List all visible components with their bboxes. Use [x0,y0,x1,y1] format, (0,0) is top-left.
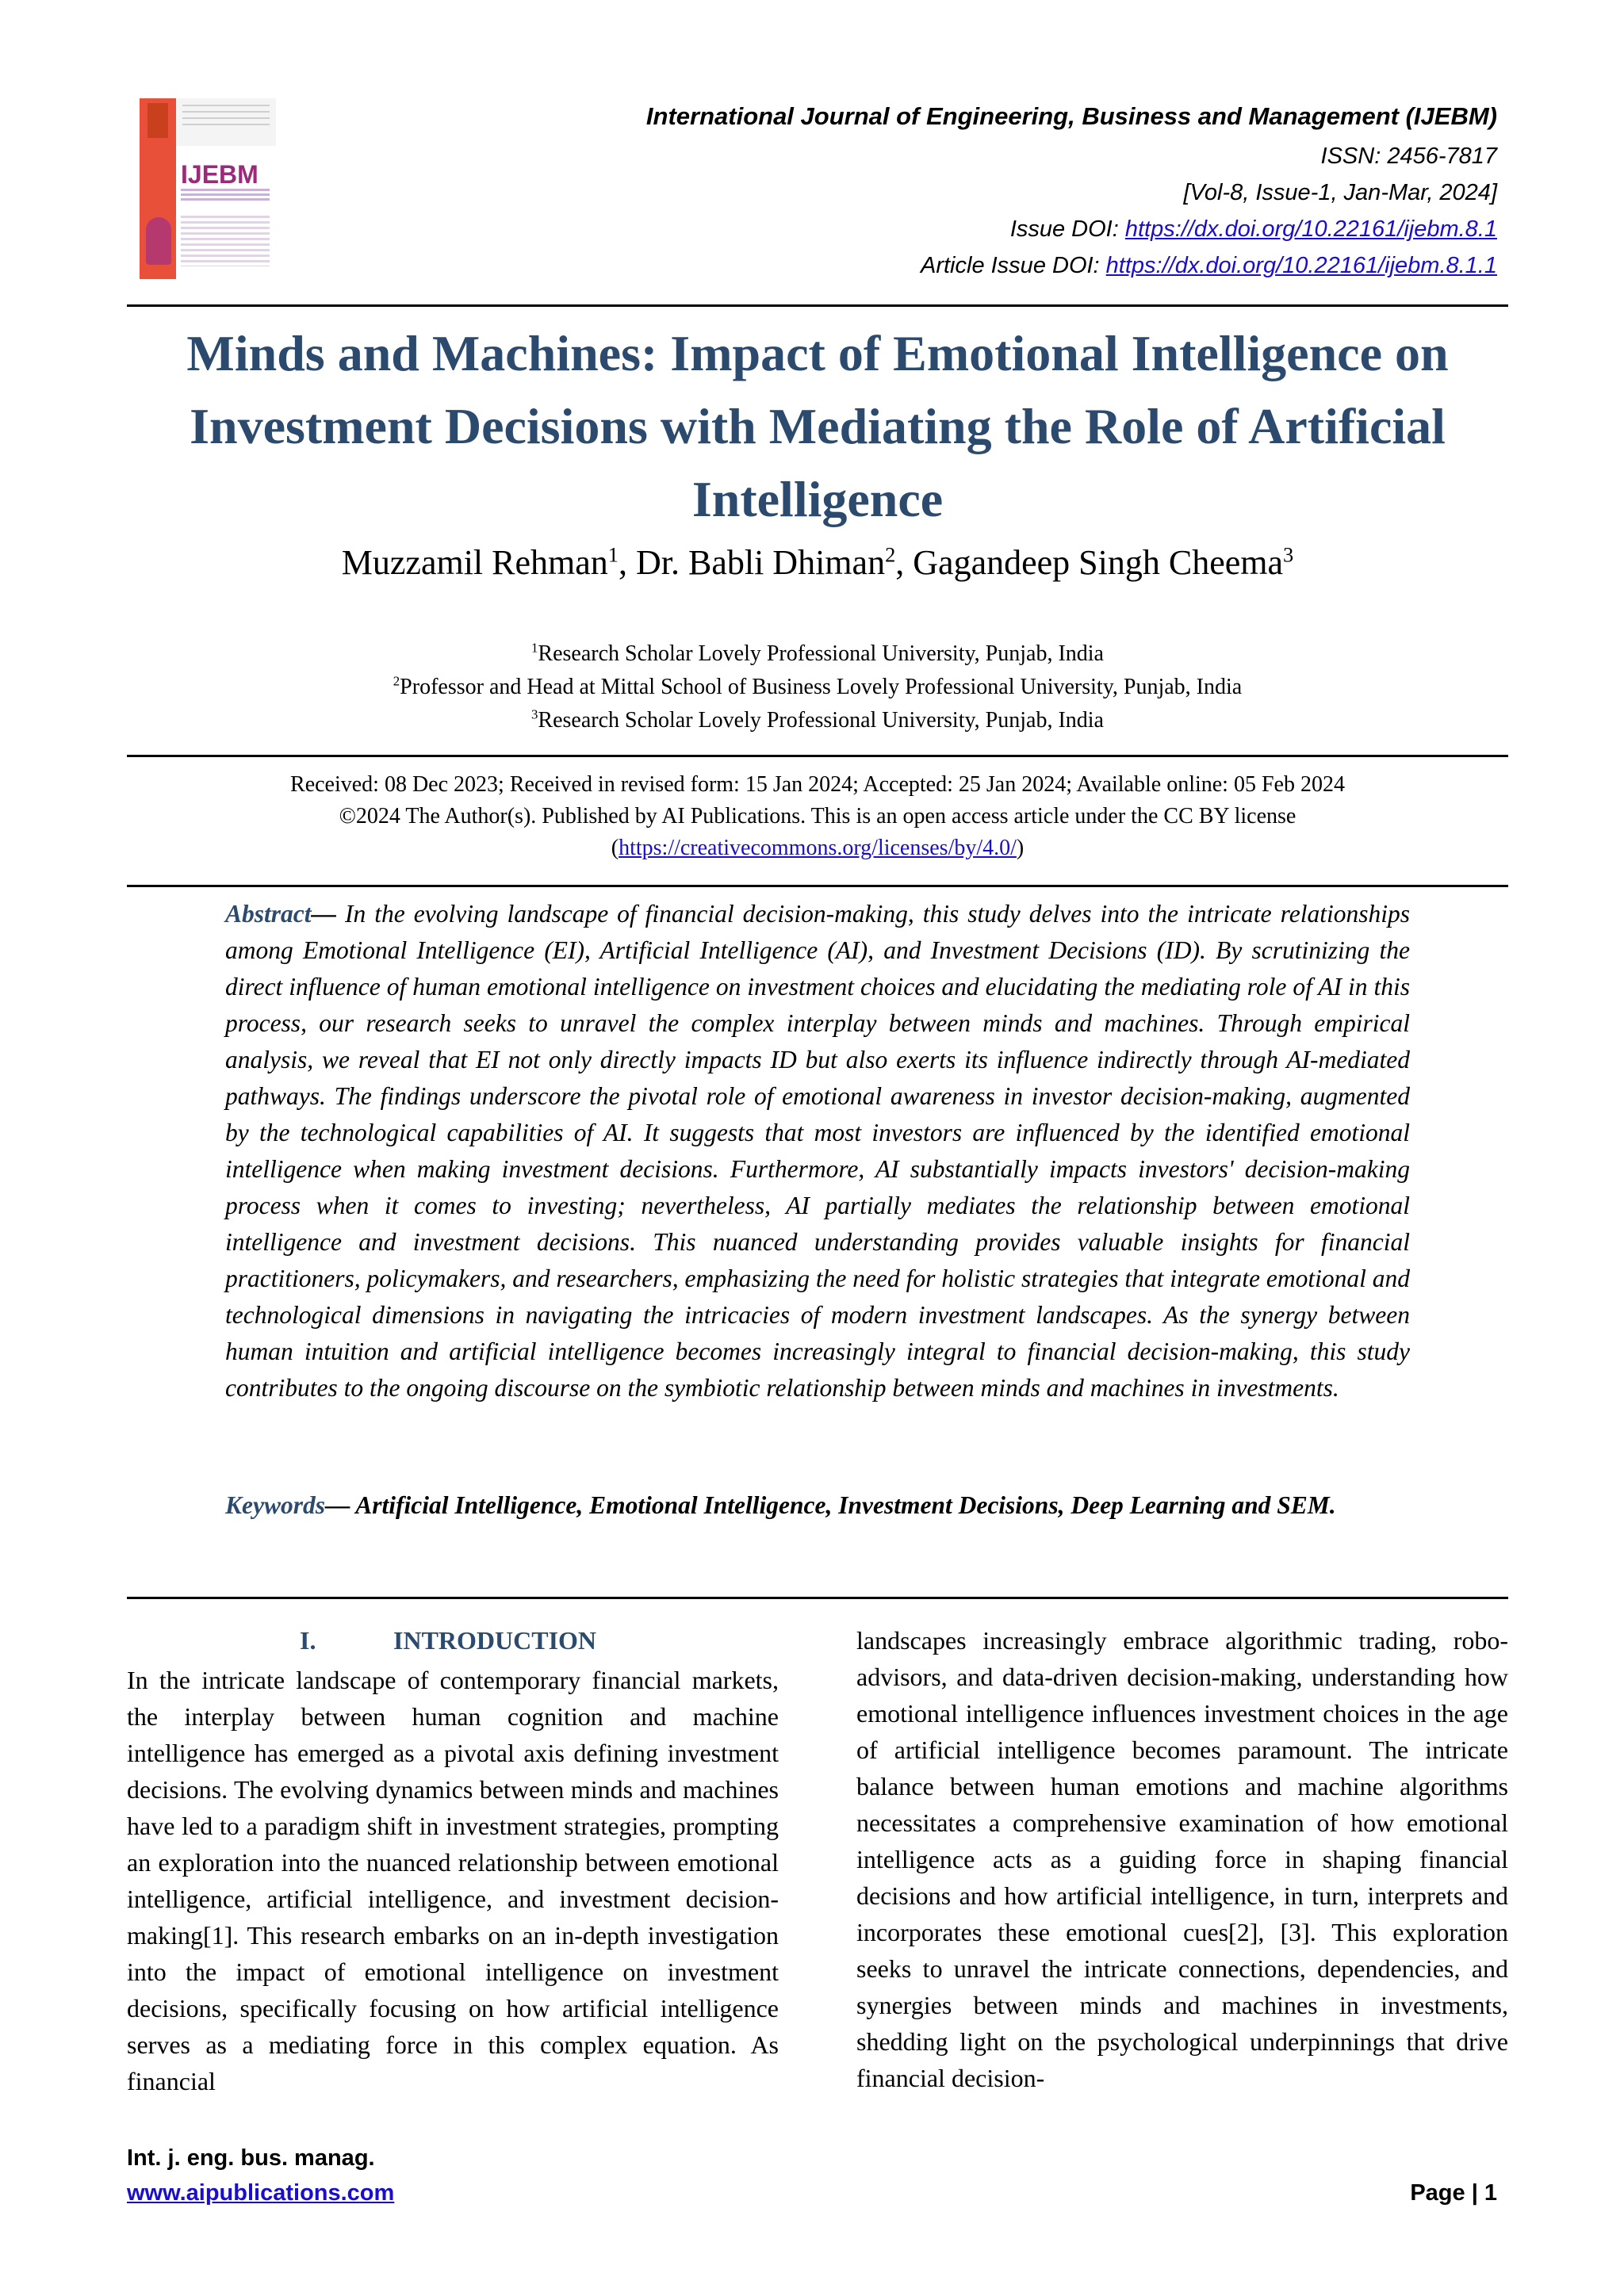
affiliation: $^1$Research Scholar Lovely Professional University, Punjab, India [531,640,1104,666]
keywords-label: Keywords [225,1491,325,1519]
page-number: Page | 1 [1410,2180,1497,2206]
journal-name: International Journal of Engineering, Business and Management (IJEBM) [645,102,1497,130]
volume-issue: [Vol-8, Issue-1, Jan-Mar, 2024] [1183,180,1497,205]
affiliation: $^3$Research Scholar Lovely Professional University, Punjab, India [531,706,1104,733]
section-title: INTRODUCTION [393,1626,597,1655]
body-column-left: In the intricate landscape of contemporary financial markets, the interplay between human cognition and machine intelligence has emerged as a pivotal axis defining investment decisions. The evolving dynamics between minds and machines have led to a paradigm shift in investment strategies, prompting an exploration into the nuanced relationship between emotional intelligence, artificial intelligence, and investment decision-making[1]. This research embarks on an in-depth investigation into the impact of emotional intelligence on investment decisions, specifically focusing on how artificial intelligence serves as a mediating force in this complex equation. As financial [127,1666,779,2095]
header-rule [127,304,1508,307]
issue-doi-label: Issue DOI: [1009,216,1125,242]
abstract-text: In the evolving landscape of financial decision-making, this study delves into the intricate relationships among Emotional Intelligence (EI), Artificial Intelligence (AI), and Investment Decisions (ID). By scrutinizing the direct influence of human emotional intelligence on investment choices and elucidating the mediating role of AI in this process, our research seeks to unravel the complex interplay between minds and machines. Through empirical analysis, we reveal that EI not only directly impacts ID but also exerts its influence indirectly through AI-mediated pathways. The findings underscore the pivotal role of emotional awareness in investor decision-making, augmented by the technological capabilities of AI. It suggests that most investors are influenced by the identified emotional intelligence when making investment decisions. Furthermore, AI substantially impacts investors' decision-making process when it comes to investing; nevertheless, AI partially mediates the relationship between emotional intelligence and investment decisions. This nuanced understanding provides valuable insights for financial practitioners, policymakers, and researchers, emphasizing the need for holistic strategies that integrate emotional and technological dimensions in navigating the intricacies of modern investment landscapes. As the synergy between human intuition and artificial intelligence becomes increasingly integral to financial decision-making, this study contributes to the ongoing discourse on the symbiotic relationship between minds and machines in investments. [225,900,1411,1402]
article-doi-link[interactable]: https://dx.doi.org/10.22161/ijebm.8.1.1 [1105,253,1497,278]
affiliation: $^2$Professor and Head at Mittal School of Business Lovely Professional University, Punjab, India [393,673,1243,699]
affiliation-rule [127,755,1508,757]
footer-journal-abbr: Int. j. eng. bus. manag. [127,2145,375,2171]
cover-logo: IJEBM [181,160,259,189]
keywords-text: Artificial Intelligence, Emotional Intelligence, Investment Decisions, Deep Learning and SEM. [355,1491,1336,1519]
license-link[interactable]: https://creativecommons.org/licenses/by/4.0/ [619,836,1017,860]
author-list: Muzzamil Rehman$^1$, Dr. Babli Dhiman$^2$, Gagandeep Singh Cheema$^3$ [341,542,1294,582]
author-sup: 2 [885,542,896,567]
issn: ISSN: 2456-7817 [1320,144,1497,169]
dates-line: Received: 08 Dec 2023; Received in revised form: 15 Jan 2024; Accepted: 25 Jan 2024; Available online: 05 Feb 2024 [290,772,1345,797]
issue-doi-link[interactable]: https://dx.doi.org/10.22161/ijebm.8.1 [1124,216,1497,242]
keywords: Keywords— Artificial Intelligence, Emotional Intelligence, Investment Decisions, Deep Learning and SEM. [225,1491,1336,1519]
section-number: I. [300,1626,316,1655]
abstract-label: Abstract [225,900,312,928]
author-name: Gagandeep Singh Cheema [913,543,1284,582]
abstract: Abstract— In the evolving landscape of financial decision-making, this study delves into the intricate relationships among Emotional Intelligence (EI), Artificial Intelligence (AI), and Investment Decisions (ID). By scrutinizing the direct influence of human emotional intelligence on investment choices and elucidating the mediating role of AI in this process, our research seeks to unravel the complex interplay between minds and machines. Through empirical analysis, we reveal that EI not only directly impacts ID but also exerts its influence indirectly through AI-mediated pathways. The findings underscore the pivotal role of emotional awareness in investor decision-making, augmented by the technological capabilities of AI. It suggests that most investors are influenced by the identified emotional intelligence when making investment decisions. Furthermore, AI substantially impacts investors' decision-making process when it comes to investing; nevertheless, AI partially mediates the relationship between emotional intelligence and investment decisions. This nuanced understanding provides valuable insights for financial practitioners, policymakers, and researchers, emphasizing the need for holistic strategies that integrate emotional and technological dimensions in navigating the intricacies of modern investment landscapes. As the synergy between human intuition and artificial intelligence becomes increasingly integral to financial decision-making, this study contributes to the ongoing discourse on the symbiotic relationship between minds and machines in investments. [225,900,1411,1402]
publication-dates: Received: 08 Dec 2023; Received in revised form: 15 Jan 2024; Accepted: 25 Jan 2024; Available online: 05 Feb 2024 ©2024 The Author(s). Published by AI Publications. This is an open access article under the CC BY license (https://creativecommons.org/licenses/by/4.0/) [127,769,1508,864]
author-name: Muzzamil Rehman [341,543,608,582]
license-line: ©2024 The Author(s). Published by AI Publications. This is an open access article under the CC BY license [339,804,1297,828]
footer-url-link[interactable]: www.aipublications.com [127,2180,395,2206]
author-sup: 1 [607,542,619,567]
body-column-right: landscapes increasingly embrace algorithmic trading, robo-advisors, and data-driven decision-making, understanding how emotional intelligence influences investment choices in the age of artificial intelligence becomes paramount. The intricate balance between human emotions and machine algorithms necessitates a comprehensive examination of how emotional intelligence acts as a guiding force in shaping financial decisions and how artificial intelligence, in turn, interprets and incorporates these emotional cues[2], [3]. This exploration seeks to unravel the intricate connections, dependencies, and synergies between minds and machines in investments, shedding light on the psychological underpinnings that drive financial decision- [856,1626,1508,2092]
dates-rule [127,885,1508,887]
article-doi-label: Article Issue DOI: [921,253,1106,278]
author-sup: 3 [1283,542,1294,567]
article-doi [921,247,1497,284]
issue-doi [1010,211,1497,247]
journal-cover-image [140,98,276,279]
author-name: Dr. Babli Dhiman [635,543,886,582]
paper-title: Minds and Machines: Impact of Emotional Intelligence on Investment Decisions with Mediating the Role of Artificial Intelligence [186,325,1449,527]
abstract-rule [127,1597,1508,1599]
